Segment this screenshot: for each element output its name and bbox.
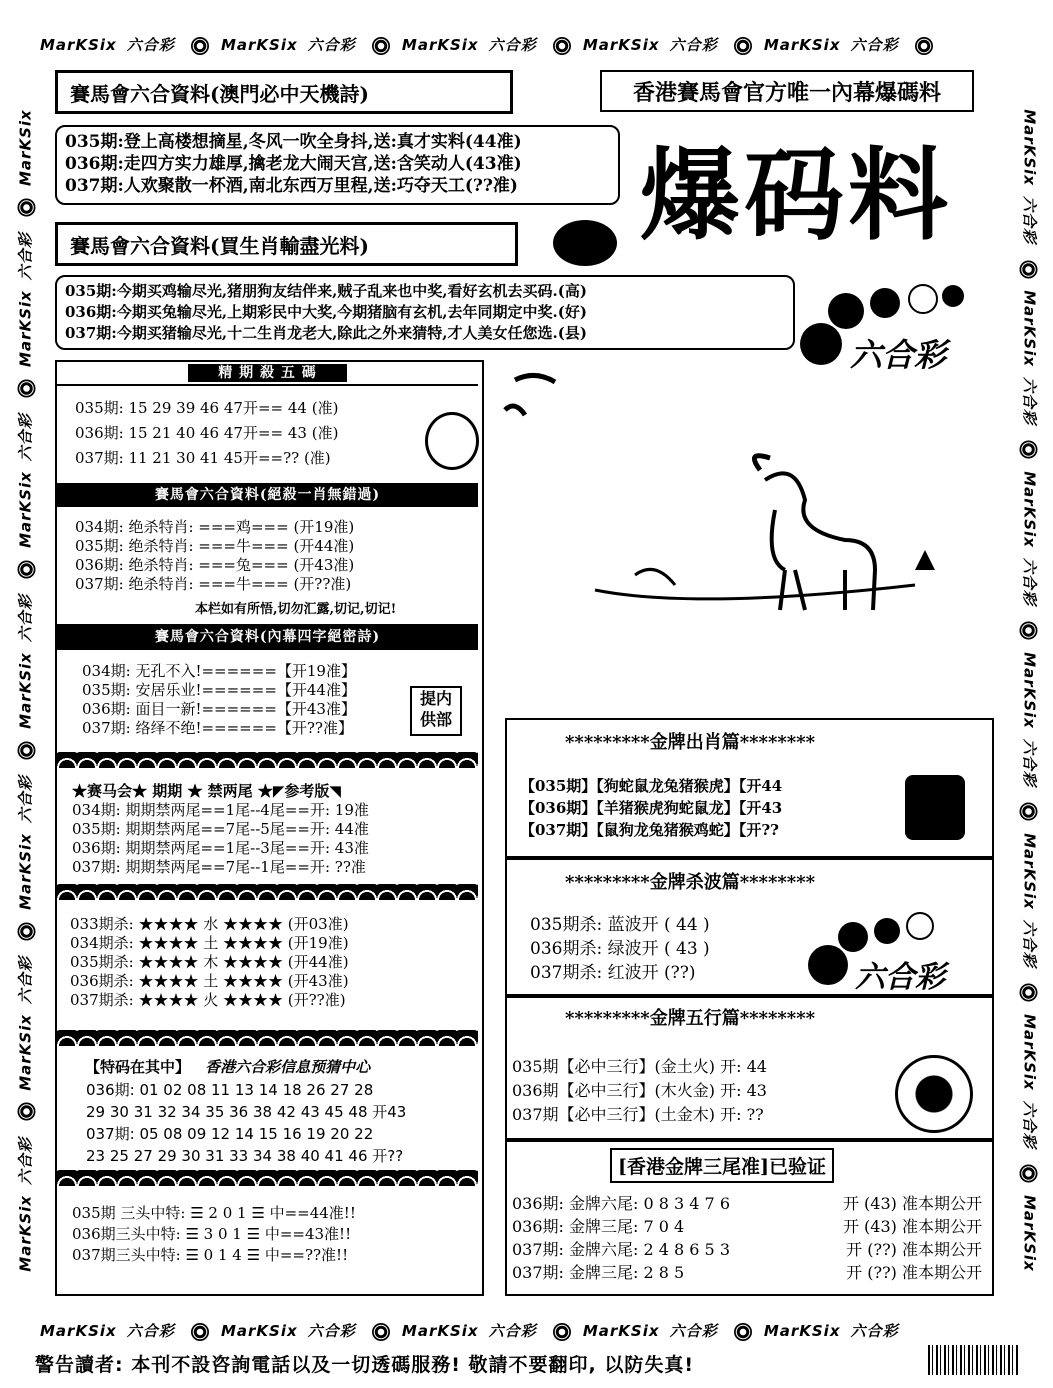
logo-ball (870, 288, 900, 318)
flower-icon (17, 560, 35, 578)
header2-text: 賽馬會六合資料(買生肖輸盡光料) (70, 233, 369, 258)
divider-scallop (57, 884, 478, 900)
brand-en: MarKSix (16, 652, 35, 729)
gold-tail-title: [香港金牌三尾准]已验证 (610, 1148, 834, 1183)
gold-tail-rows (512, 1192, 982, 1284)
brand-en: MarKSix (763, 36, 841, 54)
gold-tail-label: 036期: 金牌六尾: 0 8 3 4 7 6 (512, 1194, 731, 1213)
brand-en: MarKSix (1020, 652, 1039, 729)
flower-icon (1020, 260, 1038, 278)
gold-wave-row: 037期杀: 红波开 (??) (530, 963, 696, 983)
brand-en: MarKSix (401, 1322, 479, 1340)
special-head (85, 1057, 475, 1077)
brand-cn: 六合彩 (669, 36, 718, 54)
stamp: 提内 供部 (410, 686, 462, 736)
brand-en: MarKSix (16, 471, 35, 548)
brand-cn: 六合彩 (1020, 195, 1039, 244)
brand-en: MarKSix (401, 36, 479, 54)
brand-en: MarKSix (16, 833, 35, 910)
two-tail (72, 782, 369, 877)
bottom-border-strip (40, 1320, 909, 1341)
brand-en: MarKSix (16, 109, 35, 186)
brand-en: MarKSix (1020, 109, 1039, 186)
five-title: 精 期 殺 五 碼 (188, 364, 347, 382)
brand-cn: 六合彩 (126, 1322, 175, 1340)
brand-cn: 六合彩 (307, 36, 356, 54)
gold-element-row: 037期【必中三行】(土金木) 开: ?? (512, 1105, 764, 1124)
gold-wave-rows (530, 913, 710, 985)
two-tail-row: 037期: 期期禁两尾==7尾--1尾==开: ??准 (72, 858, 366, 876)
emblem-icon (553, 220, 617, 266)
flower-icon (553, 37, 571, 55)
gold-tail-result: 开 (43) 准本期公开 (842, 1217, 982, 1236)
gold-element-row: 036期【必中三行】(木火金) 开: 43 (512, 1081, 767, 1100)
gold-tail-row (512, 1238, 982, 1261)
kill-zodiac-row: 036期: 绝杀特肖: ===兔=== (开43准) (75, 556, 355, 574)
kill-zodiac-title: 賽馬會六合資料(絕殺一肖無錯過) (57, 483, 478, 507)
logo-ball (906, 912, 934, 940)
big-title: 爆码料 (640, 136, 952, 254)
gold-tail-row (512, 1192, 982, 1215)
brand-en: MarKSix (1020, 833, 1039, 910)
gold-zodiac-image (905, 775, 965, 840)
lose-line: 035期:今期买鸡输尽光,猪朋狗友结伴来,贼子乱来也中奖,看好玄机去买码.(高) (65, 282, 587, 300)
poem-line: 035期:登上高楼想摘星,冬风一吹全身抖,送:真才实料(44准) (65, 132, 522, 152)
logo-text: 六合彩 (850, 336, 947, 374)
brand-en: MarKSix (763, 1322, 841, 1340)
flower-icon (372, 37, 390, 55)
brand-cn: 六合彩 (16, 775, 35, 824)
four-char-row: 034期: 无孔不入!======【开19准】 (82, 662, 356, 680)
three-head-row: 037期三头中特: ☰ 0 1 4 ☰ 中==??准!! (72, 1246, 349, 1264)
header2 (55, 222, 518, 266)
gold-tail-result: 开 (??) 准本期公开 (846, 1240, 982, 1259)
gold-tail-result: 开 (??) 准本期公开 (846, 1263, 982, 1282)
flower-icon (191, 37, 209, 55)
brand-cn: 六合彩 (850, 36, 899, 54)
gold-zodiac-row: 【036期】【羊猪猴虎狗蛇鼠龙】【开43 (520, 799, 783, 817)
lose-line: 037期:今期买猪输尽光,十二生肖龙老大,除此之外来猜特,才人美女任您选.(县) (65, 324, 587, 342)
poem-box (55, 125, 620, 205)
gold-tail-row (512, 1261, 982, 1284)
brand-cn: 六合彩 (16, 413, 35, 462)
barcode-icon (928, 1345, 1018, 1375)
brand-cn: 六合彩 (16, 1137, 35, 1186)
brand-cn: 六合彩 (16, 594, 35, 643)
footer-warning: 警告讀者: 本刊不設咨詢電話以及一切透碼服務! 敬請不要翻印, 以防失真! (35, 1354, 694, 1376)
element-kill-row: 037期杀: ★★★★ 火 ★★★★ (开??准) (70, 991, 346, 1009)
gold-tail-label: 037期: 金牌三尾: 2 8 5 (512, 1263, 685, 1282)
brand-en: MarKSix (582, 1322, 660, 1340)
gold-tail-row (512, 1215, 982, 1238)
special-rows (86, 1079, 406, 1167)
brand-en: MarKSix (16, 1195, 35, 1272)
flower-icon (1020, 984, 1038, 1002)
brand-cn: 六合彩 (126, 36, 175, 54)
kill-zodiac-row: 037期: 绝杀特肖: ===牛=== (开??准) (75, 575, 352, 593)
special-head-right: 香港六合彩信息预猜中心 (205, 1058, 371, 1076)
flower-icon (191, 1323, 209, 1341)
element-kill-row: 036期杀: ★★★★ 土 ★★★★ (开43准) (70, 972, 349, 990)
element-kill-row: 035期杀: ★★★★ 木 ★★★★ (开44准) (70, 953, 349, 971)
gold-element-row: 035期【必中三行】(金土火) 开: 44 (512, 1057, 767, 1076)
brand-en: MarKSix (1020, 290, 1039, 367)
flower-icon (734, 37, 752, 55)
gold-tail-label: 036期: 金牌三尾: 7 0 4 (512, 1217, 685, 1236)
kill-zodiac-row: 034期: 绝杀特肖: ===鸡=== (开19准) (75, 518, 355, 536)
flower-icon (17, 379, 35, 397)
brand-cn: 六合彩 (850, 1322, 899, 1340)
flower-icon (1020, 803, 1038, 821)
five-row: 035期: 15 29 39 46 47开== 44 (准) (75, 399, 339, 417)
special-head-left: 【特码在其中】 (85, 1058, 191, 1076)
brand-cn: 六合彩 (669, 1322, 718, 1340)
logo-ball (800, 323, 842, 365)
gold-wave-row: 036期杀: 绿波开 ( 43 ) (530, 939, 710, 959)
gold-zodiac-row: 【035期】【狗蛇鼠龙兔猪猴虎】【开44 (520, 777, 783, 795)
lose-box (55, 275, 795, 350)
gold-zodiac-row: 【037期】【鼠狗龙兔猪猴鸡蛇】【开?? (520, 821, 779, 839)
four-char-title: 賽馬會六合資料(內幕四字絕密詩) (57, 624, 478, 650)
four-char-row: 036期: 面目一新!======【开43准】 (82, 700, 356, 718)
right-border-strip (1020, 41, 1041, 1341)
divider-scallop (57, 1170, 478, 1186)
gold-zodiac-title: *********金牌出肖篇******** (565, 732, 816, 753)
left-border-strip (15, 41, 36, 1341)
five-rows (75, 396, 338, 471)
gold-element-rows (512, 1055, 767, 1127)
two-tail-title: ★赛马会★ 期期 ★ 禁两尾 ★◤参考版◥ (72, 782, 341, 800)
flower-icon (553, 1323, 571, 1341)
brand-en: MarKSix (582, 36, 660, 54)
header-right (600, 70, 974, 112)
logo-ball (828, 293, 864, 329)
brand-cn: 六合彩 (488, 1322, 537, 1340)
brand-cn: 六合彩 (488, 36, 537, 54)
lose-line: 036期:今期买兔输尽光,上期彩民中大奖,今期猪脑有玄机,去年同期定中奖.(好) (65, 303, 587, 321)
three-head-row: 036期三头中特: ☰ 3 0 1 ☰ 中==43准!! (72, 1225, 352, 1243)
brand-cn: 六合彩 (16, 232, 35, 281)
three-head-row: 035期 三头中特: ☰ 2 0 1 ☰ 中==44准!! (72, 1204, 356, 1222)
header-right-text: 香港賽馬會官方唯一內幕爆碼料 (632, 79, 941, 106)
brand-en: MarKSix (220, 36, 298, 54)
bauhinia-emblem-icon (895, 1055, 973, 1133)
logo-ball (942, 285, 964, 307)
brand-en: MarKSix (1020, 1014, 1039, 1091)
brand-en: MarKSix (40, 1322, 117, 1340)
flower-icon (17, 922, 35, 940)
divider-scallop (57, 752, 478, 768)
brand-en: MarKSix (1020, 471, 1039, 548)
logo-ball (874, 918, 900, 944)
kill-zodiac-row: 035期: 绝杀特肖: ===牛=== (开44准) (75, 537, 355, 555)
brand-cn: 六合彩 (1020, 557, 1039, 606)
five-row: 037期: 11 21 30 41 45开==?? (准) (75, 449, 331, 467)
flower-icon (1020, 441, 1038, 459)
two-tail-row: 034期: 期期禁两尾==1尾--4尾==开: 19准 (72, 801, 369, 819)
header-left-text: 賽馬會六合資料(澳門必中天機詩) (70, 81, 369, 106)
special-row: 29 30 31 32 34 35 36 38 42 43 45 48 开43 (86, 1103, 407, 1121)
goat-illustration (495, 370, 975, 670)
logo-ball (838, 922, 868, 952)
gold-wave-row: 035期杀: 蓝波开 ( 44 ) (530, 915, 710, 935)
gold-element-title: *********金牌五行篇******** (565, 1008, 816, 1029)
flower-icon (915, 37, 933, 55)
element-kill-row: 033期杀: ★★★★ 水 ★★★★ (开03准) (70, 915, 349, 933)
special-row: 23 25 27 29 30 31 33 34 38 40 41 46 开?? (86, 1147, 404, 1165)
four-char-row: 037期: 络绎不绝!======【开??准】 (82, 719, 353, 737)
divider-scallop (57, 1030, 478, 1046)
flower-icon (734, 1323, 752, 1341)
gold-tail-label: 037期: 金牌六尾: 2 4 8 6 5 3 (512, 1240, 731, 1259)
brand-cn: 六合彩 (1020, 738, 1039, 787)
two-tail-row: 036期: 期期禁两尾==1尾--3尾==开: 43准 (72, 839, 369, 857)
flower-icon (1020, 622, 1038, 640)
brand-cn: 六合彩 (307, 1322, 356, 1340)
poem-line: 036期:走四方实力雄厚,擒老龙大闹天宫,送:含笑动人(43准) (65, 154, 522, 174)
brand-en: MarKSix (16, 290, 35, 367)
brand-cn: 六合彩 (1020, 376, 1039, 425)
badge-icon (425, 412, 479, 470)
brand-cn: 六合彩 (16, 956, 35, 1005)
kill-zodiac-rows (75, 518, 354, 594)
header-left (55, 70, 513, 114)
poem-line: 037期:人欢聚散一杯酒,南北东西万里程,送:巧夺天工(??准) (65, 176, 518, 196)
brand-en: MarKSix (1020, 1195, 1039, 1272)
flower-icon (17, 1103, 35, 1121)
brand-cn: 六合彩 (1020, 919, 1039, 968)
two-tail-row: 035期: 期期禁两尾==7尾--5尾==开: 44准 (72, 820, 369, 838)
special-row: 037期: 05 08 09 12 14 15 16 19 20 22 (86, 1125, 374, 1143)
flower-icon (1020, 1165, 1038, 1183)
element-kill (70, 915, 349, 1010)
brand-en: MarKSix (16, 1014, 35, 1091)
four-char-row: 035期: 安居乐业!======【开44准】 (82, 681, 356, 699)
flower-icon (17, 198, 35, 216)
brand-en: MarKSix (40, 36, 117, 54)
brand-cn: 六合彩 (1020, 1100, 1039, 1149)
brand-en: MarKSix (220, 1322, 298, 1340)
gold-zodiac-rows (520, 775, 782, 841)
top-border-strip (40, 34, 939, 55)
five-title-bar (57, 362, 478, 386)
five-row: 036期: 15 21 40 46 47开== 43 (准) (75, 424, 339, 442)
logo-ball (808, 945, 848, 985)
special-row: 036期: 01 02 08 11 13 14 18 26 27 28 (86, 1081, 374, 1099)
four-char-rows (82, 662, 356, 738)
flower-icon (372, 1323, 390, 1341)
element-kill-row: 034期杀: ★★★★ 土 ★★★★ (开19准) (70, 934, 349, 952)
three-head (72, 1203, 356, 1266)
gold-tail-result: 开 (43) 准本期公开 (842, 1194, 982, 1213)
logo-text: 六合彩 (855, 960, 945, 995)
gold-wave-title: *********金牌杀波篇******** (565, 872, 816, 893)
kill-zodiac-note: 本栏如有所悟,切勿汇露,切记,切记! (195, 602, 397, 617)
logo-ball (908, 284, 938, 314)
flower-icon (17, 741, 35, 759)
